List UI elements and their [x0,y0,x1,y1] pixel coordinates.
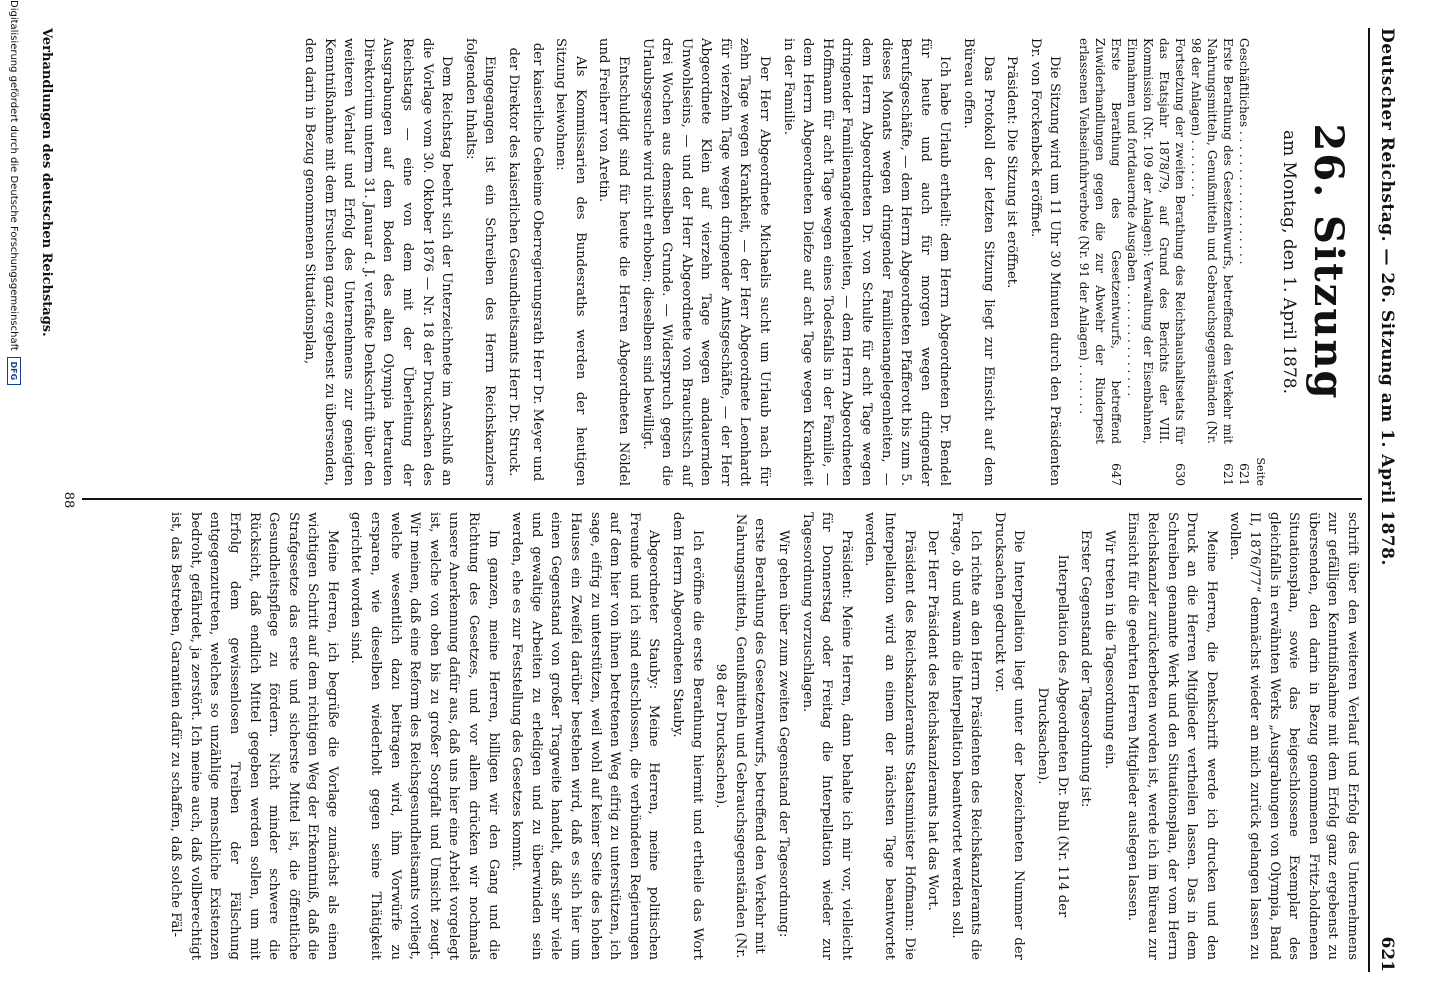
paragraph: Der Herr Abgeordnete Michaelis sucht um Urlaub nach für zehn Tage wegen Krankheit, — der Herr Abgeordnete Leonhardt für vierzehn Tage wegen dringender Amtsgeschäfte, — der Herr Abgeordnete Klein auf vierzehn Tage wegen andauernden Unwohlseins, — und der Herr Abgeordnete von Brauchitsch auf drei Wochen aus demselben Grunde. — Widerspruch gegen die Urlaubsgesuche wird nicht erhoben; dieselben sind bewilligt. [639,38,773,486]
running-head: Deutscher Reichstag. — 26. Sitzung am 1. April 1878. [1377,28,1397,566]
paragraph: Im ganzen, meine Herren, billigen wir den Gang und die Richtung des Gesetzes, und vor allem drücken wir nochmals unsere Anerkennung dafür aus, daß uns hier eine Arbeit vorgelegt ist, welche von oben bis zu großer Sorgfalt und Umsicht zeugt. Wir meinen, daß eine Reform des Reichsgesundheitsamts vorliegt, welche wesentlich dazu beitragen wird, ihm Vorwürfe zu ersparen, wie dieselben wiederholt gegen seine Thätigkeit gerichtet worden sind. [348,512,501,960]
text-columns [82,28,1362,972]
paragraph: schrift über den weiteren Verlauf und Erfolg des Unternehmens zur gefälligen Kenntnißnahme mit dem Erfolg ganz ergebenst zu übersenden, den darin in Bezug genommenen Fritz-holdnenen Situationsplan, sowie das beigeschlossene Exemplar des gleichfalls in erwähnten Werks „Ausgrabungen von Olympia, Band II, 1876/77“ demnächst wieder an mich zurück gelangen lassen zu wollen. [1227,512,1360,960]
toc-item: Erste Berathung des Gesetzentwurfs, betreffend Zuwiderhandlungen gegen die zur Abwehr der Rinderpest erlassenen Viehseinfuhrverbote (Nr. 91 der Anlagen) . . . . . . . 647 [1077,38,1124,486]
paragraph: Ich eröffne die erste Berathung hiermit und ertheile das Wort dem Herrn Abgeordneten Stauby. [670,512,705,960]
paragraph: Als Kommissarien des Bundesraths werden der heutigen Sitzung beiwohnen: [553,38,588,486]
digitization-credit-bar [6,0,22,1000]
paragraph: Wir gehen über zum zweiten Gegenstand der Tagesordnung: [775,530,791,938]
paragraph: Das Protokoll der letzten Sitzung liegt zur Einsicht auf dem Büreau offen. [961,38,996,486]
dfg-logo: DFG [7,357,21,385]
paragraph: Präsident: Meine Herren, dann behalte ich mir vor, vielleicht für Donnerstag oder Freitag die Interpellation wieder zur Tagesordnung vorzuschlagen. [799,512,854,960]
paragraph: Ich richte an den Herrn Präsidenten des Reichskanzleramts die Frage, ob und wann die Interpellation beantwortet werden soll. [948,512,984,960]
paragraph: Die Interpellation liegt unter der bezeichneten Nummer der Drucksachen gedruckt vor. [991,512,1027,960]
paragraph: Erster Gegenstand der Tagesordnung ist: [1078,530,1094,808]
paragraph: Präsident des Reichskanzleramts Staatsminister Hofmann: Die Interpellation wird an einem der nächsten Tage beantwortet werden. [862,512,917,960]
toc-page-label: Seite [1254,457,1268,486]
agenda-item: erste Berathung des Gesetzentwurfs, betreffend den Verkehr mit Nahrungsmitteln, Genußmitteln und Gebrauchsgegenständen (Nr. 98 der Drucksachen). [713,513,768,959]
agenda-item: Interpellation des Abgeordneten Dr. Buhl (Nr. 114 der Drucksachen). [1035,554,1070,918]
toc-item: Fortsetzung der zweiten Berathung des Reichshaushaltsetats für das Etatsjahr 1878/79, auf Grund des Berichts der VIII. Kommission (Nr. 109 der Anlagen): Verwaltung der Eisenbahnen, Einnahmen und fortdauernde Ausgaben . . . . . . . . . . . . . . . 630 [1125,38,1188,486]
paragraph: Meine Herren, ich begrüße die Vorlage zunächst als einen wichtigen Schritt auf dem richtigen Weg der Erkenntniß, daß die Strafgesetze das erste und sicherste Mittel ist, die öffentliche Gesundheitspflege zu fördern. Nicht minder schwere die Rücksicht, daß endlich Mittel gegeben werden sollen, um mit Erfolg dem gewissenlosen Treiben der Fälschung entgegenzutreten, welches so unzählige menschliche Existenzen bedroht, gefährdet, ja zerstört. Ich meine auch, daß vollberechtigt ist, das Bestreben, Garantien dafür zu schaffen, daß solche Fäl- [168,512,340,960]
paragraph: der Direktor des kaiserlichen Gesundheitsamts Herr Dr. Struck. [505,47,521,477]
paragraph: Präsident: Die Sitzung ist eröffnet. [1004,56,1020,289]
paragraph: Die Sitzung wird um 11 Uhr 30 Minuten durch den Präsidenten Dr. von Forckenbeck eröffnet. [1027,38,1063,486]
paragraph: der kaiserliche Geheime Oberregierungsrath Herr Dr. Meyer und [529,42,545,482]
volume-note: Verhandlungen des deutschen Reichstags. [39,28,54,337]
column-divider [82,498,1362,500]
paragraph: Wir treten in die Tagesordnung ein. [1101,530,1117,769]
signature-number: 88 [61,491,76,509]
paragraph: Abgeordneter Stauby: Meine Herren, meine politischen Freunde und ich sind entschlossen, die verbündeten Regierungen auf dem hier von ihnen betretenen Weg eifrig zu unterstützen, ich sage, eifrig zu unterstützen, weil wohl auf keiner Seite des hohen Hauses ein Zweifel darüber bestehen wird, daß es sich hier um einen Gegenstand von großer Tragweite handelt, daß sehr viele und gewaltige Arbeiten zu erledigen und zu überwinden sein werden, ehe es zur Feststellung des Gesetzes kommt. [509,512,662,960]
session-title: 26. Sitzung [1305,123,1352,401]
toc-item: Erste Berathung des Gesetzentwurfs, betreffend den Verkehr mit Nahrungsmitteln, Genußmitteln und Gebrauchsgegenständen (Nr. 98 der Anlagen) . . . . . . . . 621 [1189,38,1236,486]
paragraph: Dem Reichstag beehrt sich der Unterzeichnete im Anschluß an die Vorlage vom 30. Oktober 1876 — Nr. 18 der Drucksachen des Reichstags — eine von dem mit der Überleitung der Ausgrabungen auf dem Boden des alten Olympia betrauten Direktorium unterm 31. Januar d. J. verfaßte Denkschrift über den weiteren Verlauf und Erfolg des Unternehmens zur geneigten Kenntnißnahme mit dem Ersuchen ganz ergebenst zu übersenden, den darin in Bezug genommenen Situationsplan, [302,38,455,486]
paragraph: Der Herr Präsident des Reichskanzleramts hat das Wort. [925,530,941,911]
paragraph: Meine Herren, die Denkschrift werde ich drucken und den Druck an die Herren Mitglieder vertheilen lassen. Das in dem Schreiben genannte Werk und den Situationsplan, der vom Herrn Reichskanzler zurückerbeten worden ist, werde ich im Büreau zur Einsicht für die geehrten Herren Mitglieder auslegen lassen. [1125,512,1219,960]
session-date: am Montag, den 1. April 1878. [1279,129,1299,395]
running-header [1368,28,1404,972]
right-column [82,502,1362,970]
paragraph: Eingegangen ist ein Schreiben des Herrn Reichskanzlers folgenden Inhalts: [462,38,498,486]
left-column [82,28,1362,496]
digitization-credit: Digitalisierung gefördert durch die Deutsche Forschungsgemeinschaft [8,0,20,351]
page-number: 621 [1377,936,1397,972]
paragraph: Ich habe Urlaub ertheilt: dem Herrn Abgeordneten Dr. Bendel für heute und auch für morgen wegen dringender Berufsgeschäfte, — dem Herrn Abgeordneten Pfafferott bis zum 5. dieses Monats wegen dringender Familienangelegenheiten, — dem Herrn Abgeordneten Dr. von Schulte für acht Tage wegen dringender Familienangelegenheiten, — dem Herrn Abgeordneten Hoffmann für acht Tage wegen eines Todesfalls in der Familie, — dem Herrn Abgeordneten Diefze auf acht Tage wegen Krankheit in der Familie. [780,38,953,486]
toc-item: Geschäftliches . . . . . . . . . . . . . . . . . . 621 [1237,38,1252,486]
table-of-contents [1076,38,1268,486]
paragraph: Entschuldigt sind für heute die Herren Abgeordneten Nöldel und Freiherr von Aretin. [596,38,631,486]
